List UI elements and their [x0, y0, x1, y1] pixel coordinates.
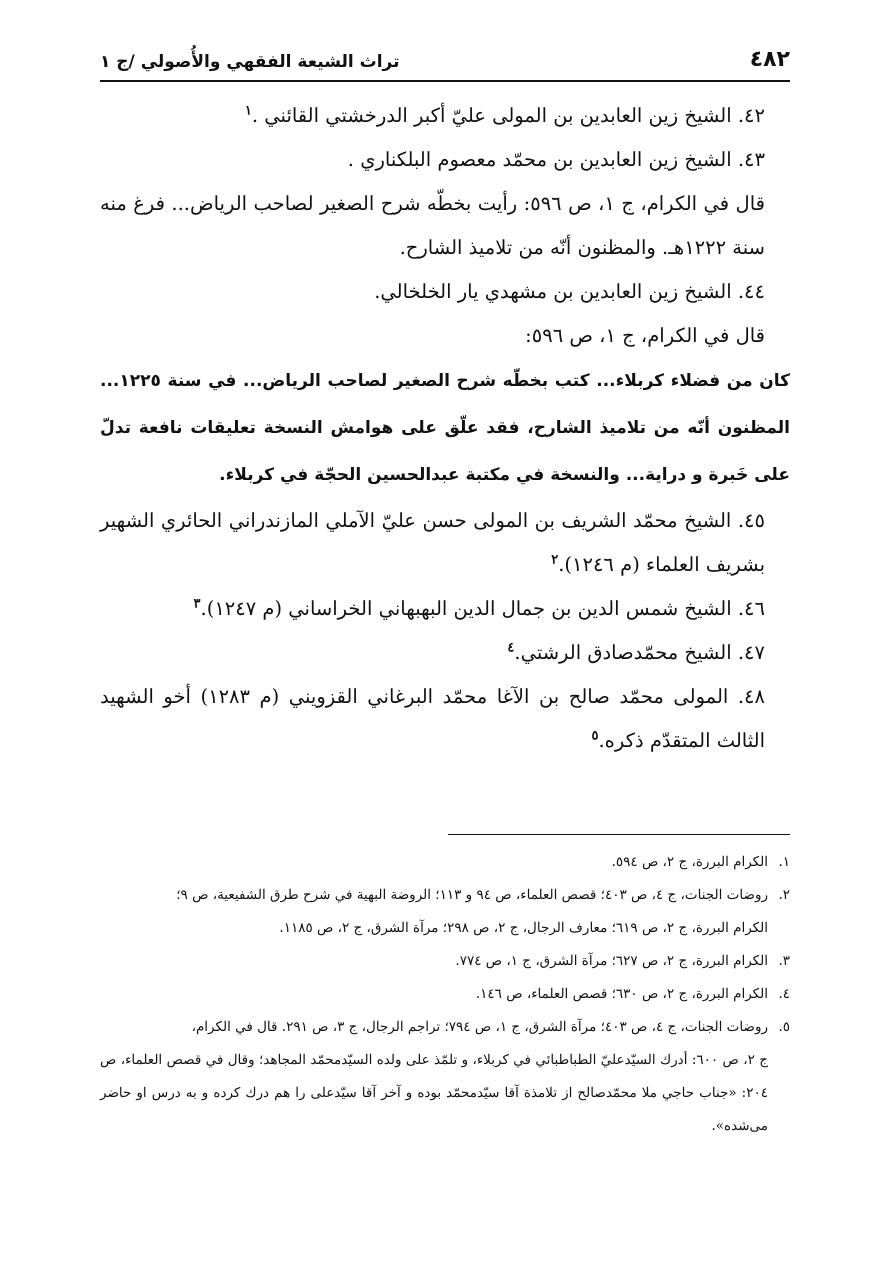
footnote-mark[interactable]: ٢: [551, 552, 559, 568]
quote-text: كان من فضلاء كربلاء... كتب بخطّه شرح الصغير لصاحب الرياض... في سنة ١٢٢٥... المظنون أنّه من تلاميذ الشارح، فقد علّق على هوامش النسخة تعليقات نافعة تدلّ على خَبرة و دراية... والنسخة في مكتبة عبدالحسين الحجّة في كربلاء.: [100, 371, 790, 485]
block-quote: [100, 358, 790, 499]
footnote-mark[interactable]: ٤: [507, 640, 515, 656]
footnote-1: ١.الكرام البررة، ج ٢، ص ٥٩٤.: [611, 854, 790, 870]
footnote-mark[interactable]: ٣: [193, 596, 201, 612]
footnote-mark[interactable]: ١: [244, 103, 252, 119]
footnotes: [100, 846, 790, 1143]
entry-44: ٤٤. الشيخ زين العابدين بن مشهدي يار الخلخالي.: [374, 280, 765, 303]
footnote-5: ٥.روضات الجنات، ج ٤، ص ٤٠٣؛ مرآة الشرق، ج ١، ص ٧٩٤؛ تراجم الرجال، ج ٣، ص ٢٩١. قال في الكرام، ج ٢، ص ٦٠٠: أدرك السيّدعليّ الطباطبائي في كربلاء، و تلمّذ على ولده السيّدمحمّد المجاهد؛ وقال في قصص العلماء، ص ٢٠٤: «جناب حاجي ملا محمّدصالح از تلامذة آقا سيّدمحمّد بوده و آخر آقا سيّدعلى را هم درك كرده و به درس او حاضر مى‌شده».: [100, 1019, 790, 1134]
entry-43: ٤٣. الشيخ زين العابدين بن محمّد معصوم البلكناري .: [347, 148, 765, 171]
main-text: [100, 94, 790, 763]
entry-42: ٤٢. الشيخ زين العابدين بن المولى عليّ أكبر الدرخشتي القائني .$^١$: [244, 103, 765, 127]
entry-46: ٤٦. الشيخ شمس الدين بن جمال الدين البهبهاني الخراساني (م ١٢٤٧).$^٣$: [193, 596, 765, 620]
footnote-separator: [448, 834, 790, 835]
footnote-3: ٣.الكرام البررة، ج ٢، ص ٦٢٧؛ مرآة الشرق، ج ١، ص ٧٧٤.: [455, 953, 790, 969]
entry-43-note: قال في الكرام، ج ١، ص ٥٩٦: رأيت بخطّه شرح الصغير لصاحب الرياض... فرغ منه سنة ١٢٢٢هـ. والمظنون أنّه من تلاميذ الشارح.: [100, 192, 765, 259]
running-title: تراث الشيعة الفقهي والأُصولي /ج ١: [100, 52, 400, 72]
footnote-mark[interactable]: ٥: [591, 728, 599, 744]
header-rule: [100, 80, 790, 82]
page-number: ٤٨٢: [749, 47, 790, 72]
footnote-4: ٤.الكرام البررة، ج ٢، ص ٦٣٠؛ قصص العلماء، ص ١٤٦.: [475, 986, 790, 1002]
footnote-2: ٢.روضات الجنات، ج ٤، ص ٤٠٣؛ قصص العلماء، ص ٩٤ و ١١٣؛ الروضة البهية في شرح طرق الشفيعية، ص ٩؛ الكرام البررة، ج ٢، ص ٦١٩؛ معارف الرجال، ج ٢، ص ٢٩٨؛ مرآة الشرق، ج ٢، ص ١١٨٥.: [176, 887, 790, 936]
entry-48: ٤٨. المولى محمّد صالح بن الآغا محمّد البرغاني القزويني (م ١٢٨٣) أخو الشهيد الثالث المتقدّم ذكره.$^٥$: [100, 685, 765, 752]
entry-47: ٤٧. الشيخ محمّدصادق الرشتي.$^٤$: [507, 640, 765, 664]
entry-44-intro: قال في الكرام، ج ١، ص ٥٩٦:: [525, 324, 765, 347]
entry-45: ٤٥. الشيخ محمّد الشريف بن المولى حسن عليّ الآملي المازندراني الحائري الشهير بشريف العلماء (م ١٢٤٦).$^٢$: [100, 509, 765, 576]
page-header: [100, 42, 790, 72]
